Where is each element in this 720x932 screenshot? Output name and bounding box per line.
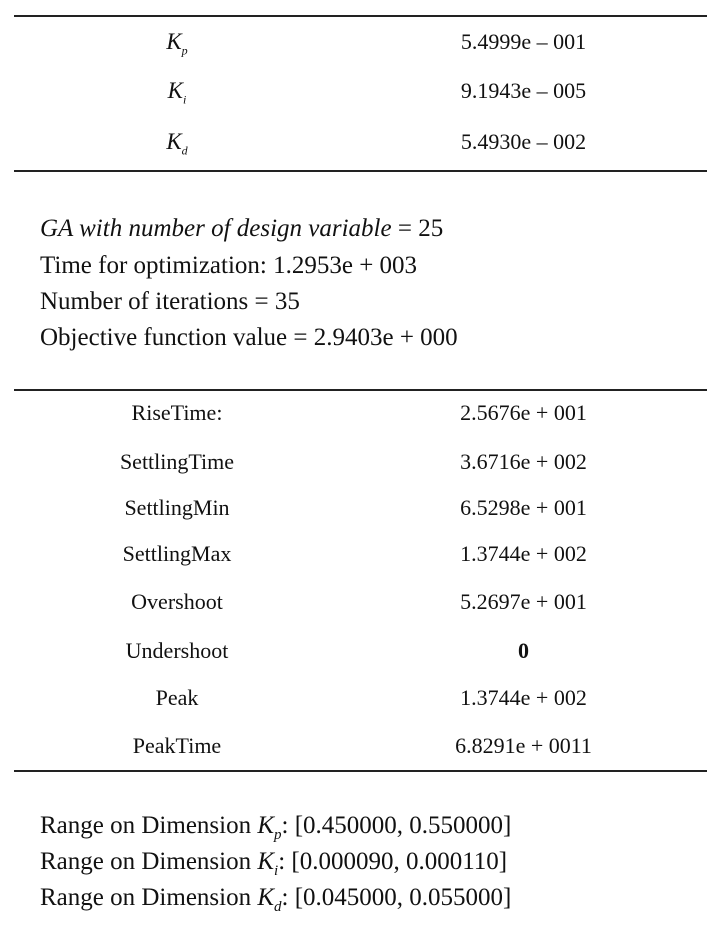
ga-design-variable-line: GA with number of design variable = 25: [40, 215, 444, 242]
metric-label: SettlingTime: [119, 449, 235, 474]
table-row-kd: [14, 122, 707, 162]
table-row: [14, 393, 707, 433]
ga-objective-line: Objective function value = 2.9403e + 000: [40, 324, 458, 351]
table-row: [14, 678, 707, 718]
gain-value-kp: 5.4999e – 001: [460, 29, 587, 54]
metric-label: Overshoot: [131, 589, 223, 614]
range-line-kd: Range on Dimension $K_d$: [0.045000, 0.055000]: [40, 884, 512, 915]
metric-value: 2.5676e + 001: [460, 400, 587, 425]
table-row: [14, 442, 707, 482]
metric-value: 3.6716e + 002: [460, 449, 587, 474]
metric-value: 6.5298e + 001: [460, 495, 587, 520]
top-rule: [14, 15, 707, 17]
gain-symbol-kp: $K_p$: [166, 29, 188, 58]
ga-time-line: Time for optimization: 1.2953e + 003: [40, 252, 418, 279]
metric-value: 5.2697e + 001: [460, 589, 587, 614]
table-row: [14, 582, 707, 622]
metric-value: 1.3744e + 002: [460, 541, 587, 566]
metric-label: SettlingMin: [124, 495, 230, 520]
metrics-bottom-rule: [14, 770, 707, 772]
gains-bottom-rule: [14, 170, 707, 172]
gain-value-kd: 5.4930e – 002: [460, 129, 587, 154]
table-row: [14, 726, 707, 766]
metrics-top-rule: [14, 389, 707, 391]
gain-symbol-kd: $K_d$: [166, 129, 188, 158]
range-line-ki: Range on Dimension $K_i$: [0.000090, 0.000110]: [40, 848, 508, 879]
metric-label: Peak: [155, 685, 199, 710]
metric-label: RiseTime:: [131, 400, 223, 425]
gain-symbol-ki: $K_i$: [167, 78, 187, 107]
table-row: [14, 488, 707, 528]
metric-label: SettlingMax: [122, 541, 232, 566]
table-row-ki: [14, 71, 707, 111]
metric-label: Undershoot: [125, 638, 229, 663]
table-row: [14, 534, 707, 574]
table-row: [14, 631, 707, 671]
metric-value: 6.8291e + 0011: [455, 733, 592, 758]
range-line-kp: Range on Dimension $K_p$: [0.450000, 0.550000]: [40, 812, 512, 843]
gain-value-ki: 9.1943e – 005: [460, 78, 587, 103]
metric-value: 0: [518, 638, 529, 663]
metric-value: 1.3744e + 002: [460, 685, 587, 710]
ga-iterations-line: Number of iterations = 35: [40, 288, 300, 315]
metric-label: PeakTime: [132, 733, 222, 758]
table-row-kp: [14, 22, 707, 62]
